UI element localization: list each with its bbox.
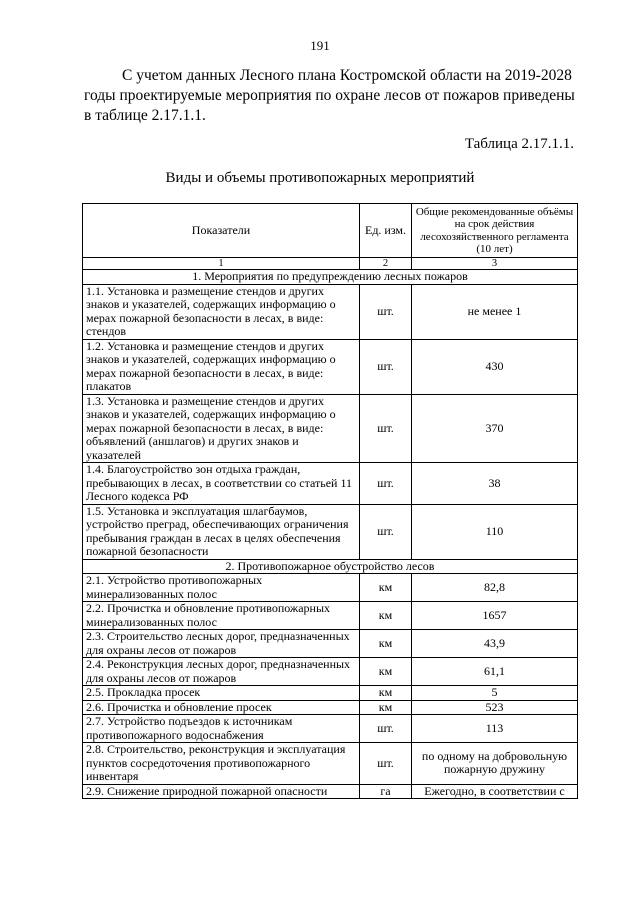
page-number: 191 — [310, 38, 330, 53]
value-cell: 5 — [412, 686, 578, 701]
indicator-cell: 1.4. Благоустройство зон отдыха граждан, пребывающих в лесах, в соответствии со статьей 11 Лесного кодекса РФ — [83, 463, 360, 505]
indicator-cell: 1.3. Установка и размещение стендов и других знаков и указателей, содержащих информацию о мерах пожарной безопасности в лесах, в виде: объявлений (аншлагов) и других знаков и указателей — [83, 394, 360, 463]
unit-cell: км — [360, 658, 412, 686]
indicator-cell: 1.2. Установка и размещение стендов и других знаков и указателей, содержащих информацию о мерах пожарной безопасности в лесах, в виде: плакатов — [83, 339, 360, 394]
value-cell: 523 — [412, 700, 578, 715]
table-row — [83, 686, 578, 701]
measures-table — [82, 203, 578, 799]
header-volume: Общие рекомендованные объёмы на срок действия лесохозяйственного регламента (10 лет) — [412, 204, 578, 258]
column-number: 3 — [412, 258, 578, 270]
indicator-cell: 2.1. Устройство противопожарных минерализованных полос — [83, 574, 360, 602]
value-cell: по одному на добровольную пожарную дружину — [412, 743, 578, 785]
unit-cell: км — [360, 602, 412, 630]
table-title: Виды и объемы противопожарных мероприятий — [165, 170, 475, 186]
table-row — [83, 504, 578, 559]
table-row — [83, 394, 578, 463]
unit-cell: км — [360, 574, 412, 602]
value-cell: 82,8 — [412, 574, 578, 602]
value-cell: 61,1 — [412, 658, 578, 686]
indicator-cell: 2.7. Устройство подъездов к источникам противопожарного водоснабжения — [83, 715, 360, 743]
table-row — [83, 715, 578, 743]
indicator-cell: 1.1. Установка и размещение стендов и других знаков и указателей, содержащих информацию о мерах пожарной безопасности в лесах, в виде: стендов — [83, 284, 360, 339]
header-indicator: Показатели — [83, 204, 360, 258]
value-cell: 38 — [412, 463, 578, 505]
column-number: 1 — [83, 258, 360, 270]
unit-cell: км — [360, 630, 412, 658]
value-cell: 113 — [412, 715, 578, 743]
section-row — [83, 270, 578, 285]
table-row — [83, 700, 578, 715]
unit-cell: км — [360, 686, 412, 701]
indicator-cell: 2.3. Строительство лесных дорог, предназначенных для охраны лесов от пожаров — [83, 630, 360, 658]
unit-cell: га — [360, 784, 412, 799]
section-row — [83, 559, 578, 574]
header-unit: Ед. изм. — [360, 204, 412, 258]
value-cell: 43,9 — [412, 630, 578, 658]
column-number-row — [83, 258, 578, 270]
section-title: 2. Противопожарное обустройство лесов — [83, 559, 578, 574]
column-number: 2 — [360, 258, 412, 270]
unit-cell: шт. — [360, 394, 412, 463]
indicator-cell: 1.5. Установка и эксплуатация шлагбаумов, устройство преград, обеспечивающих ограничения пребывания граждан в лесах в целях обеспечения пожарной безопасности — [83, 504, 360, 559]
indicator-cell: 2.6. Прочистка и обновление просек — [83, 700, 360, 715]
value-cell: Ежегодно, в соответствии с — [412, 784, 578, 799]
value-cell: не менее 1 — [412, 284, 578, 339]
table-row — [83, 658, 578, 686]
table-row — [83, 743, 578, 785]
table-row — [83, 339, 578, 394]
indicator-cell: 2.8. Строительство, реконструкция и эксплуатация пунктов сосредоточения противопожарного инвентаря — [83, 743, 360, 785]
table-row — [83, 284, 578, 339]
table-row — [83, 574, 578, 602]
indicator-cell: 2.2. Прочистка и обновление противопожарных минерализованных полос — [83, 602, 360, 630]
unit-cell: км — [360, 700, 412, 715]
unit-cell: шт. — [360, 504, 412, 559]
unit-cell: шт. — [360, 715, 412, 743]
unit-cell: шт. — [360, 284, 412, 339]
indicator-cell: 2.5. Прокладка просек — [83, 686, 360, 701]
indicator-cell: 2.4. Реконструкция лесных дорог, предназначенных для охраны лесов от пожаров — [83, 658, 360, 686]
table-label: Таблица 2.17.1.1. — [464, 136, 574, 152]
section-title: 1. Мероприятия по предупреждению лесных пожаров — [83, 270, 578, 285]
table-header-row — [83, 204, 578, 258]
unit-cell: шт. — [360, 463, 412, 505]
value-cell: 370 — [412, 394, 578, 463]
unit-cell: шт. — [360, 339, 412, 394]
unit-cell: шт. — [360, 743, 412, 785]
value-cell: 110 — [412, 504, 578, 559]
table-row — [83, 463, 578, 505]
table-row — [83, 602, 578, 630]
intro-line: С учетом данных Лесного плана Костромской области на 2019-2028 — [122, 67, 572, 84]
intro-paragraph — [84, 66, 574, 126]
intro-line: годы проектируемые мероприятия по охране лесов от пожаров приведены — [84, 87, 575, 104]
value-cell: 1657 — [412, 602, 578, 630]
intro-line: в таблице 2.17.1.1. — [84, 107, 206, 124]
value-cell: 430 — [412, 339, 578, 394]
table-row — [83, 630, 578, 658]
indicator-cell: 2.9. Снижение природной пожарной опасности — [83, 784, 360, 799]
table-row — [83, 784, 578, 799]
